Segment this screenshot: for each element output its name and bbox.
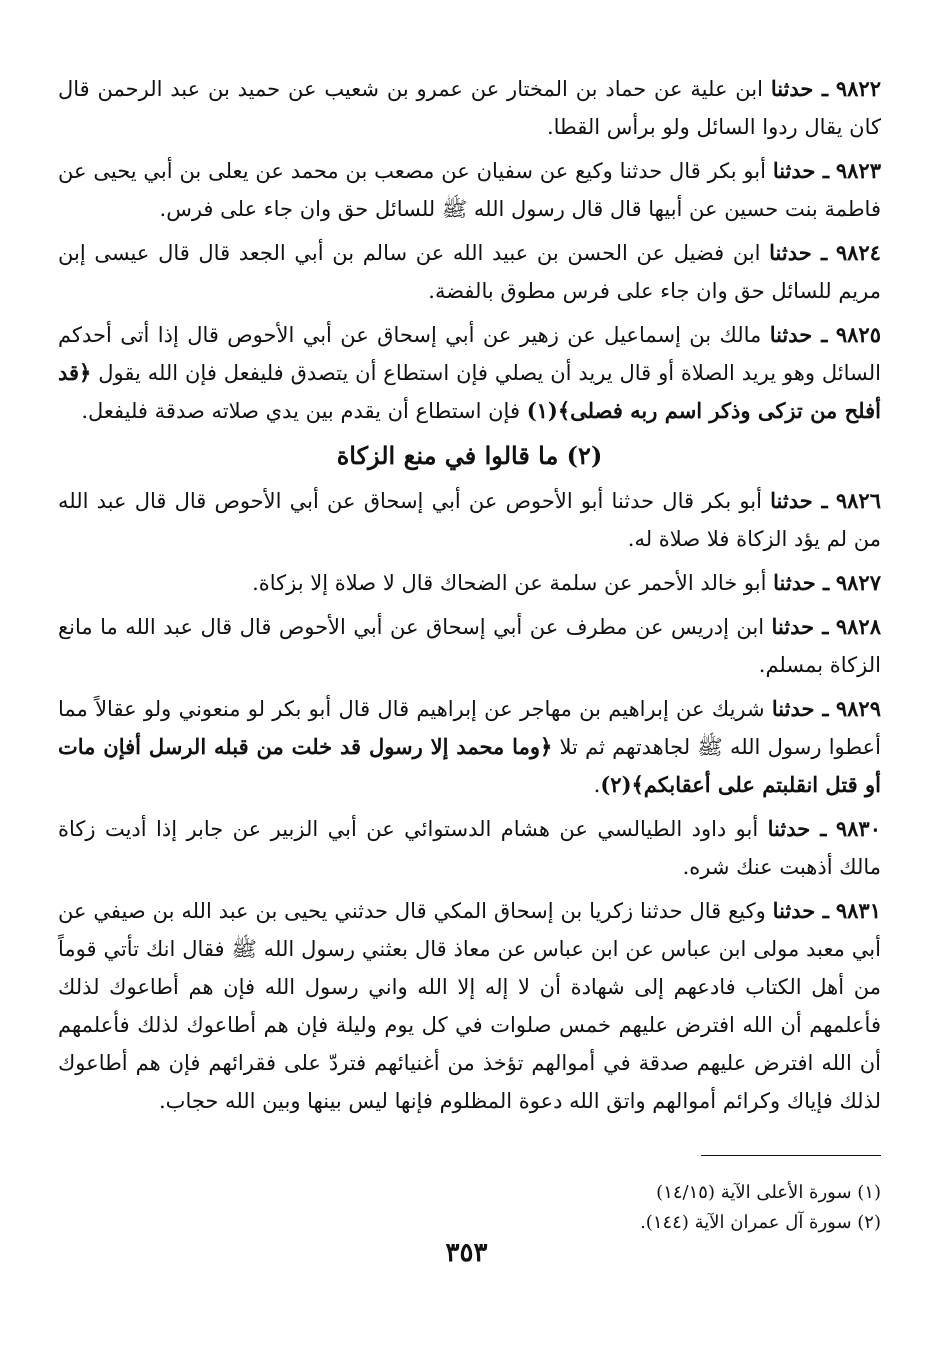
hadith-entry — [58, 892, 881, 1120]
hadith-number: ٩٨٢٨ — [835, 614, 881, 639]
hadith-lead: ـ حدثنا — [769, 322, 828, 347]
hadith-number: ٩٨٣٠ — [835, 816, 881, 841]
hadith-number: ٩٨٢٦ — [835, 488, 881, 513]
hadith-lead: ـ حدثنا — [772, 898, 829, 923]
hadith-text: ابن علية عن حماد بن المختار عن عمرو بن شعيب عن حميد بن عبد الرحمن قال كان يقال ردوا السائل ولو برأس القطا. — [58, 77, 881, 139]
footnote: (١) سورة الأعلى الآية (١٤/١٥) — [656, 1182, 881, 1203]
hadith-number: ٩٨٣١ — [835, 898, 881, 923]
quran-quote: ﴿وما محمد إلا رسول قد خلت من قبله الرسل أفإن مات أو قتل انقلبتم على أعقابكم﴾(٢) — [58, 734, 881, 797]
quran-quote: ﴿قد أفلح من تزكى وذكر اسم ربه فصلى﴾(١) — [58, 360, 881, 423]
hadith-entry — [58, 810, 881, 886]
footnote-divider — [701, 1155, 881, 1156]
hadith-text: مالك بن إسماعيل عن زهير عن أبي إسحاق عن أبي الأحوص قال إذا أتى أحدكم السائل وهو يريد الصلاة أو قال يريد أن يصلي فإن استطاع أن يتصدق فليفعل فإن الله يقول — [58, 323, 881, 385]
hadith-number: ٩٨٢٥ — [835, 322, 881, 347]
footnotes — [58, 1178, 881, 1238]
hadith-number: ٩٨٢٣ — [835, 158, 881, 183]
hadith-text: أبو داود الطيالسي عن هشام الدستوائي عن أبي الزبير عن جابر إذا أديت زكاة مالك أذهبت عنك شره. — [58, 817, 881, 879]
entries-bottom — [58, 482, 881, 1120]
section-heading: (٢) ما قالوا في منع الزكاة — [336, 441, 603, 470]
hadith-entry — [58, 482, 881, 558]
hadith-number: ٩٨٢٧ — [835, 570, 881, 595]
page-number: ٣٥٣ — [445, 1238, 488, 1268]
hadith-entry — [58, 70, 881, 146]
hadith-entry — [58, 316, 881, 430]
hadith-text: وكيع قال حدثنا زكريا بن إسحاق المكي قال حدثني يحيى بن عبد الله بن صيفي عن أبي معبد مولى ابن عباس عن ابن عباس عن معاذ قال بعثني رسول الله ﷺ فقال انك تأتي قوماً من أهل الكتاب فادعهم إلى شهادة أن لا إله إلا الله واني رسول الله فإن هم أطاعوك لذلك فأعلمهم أن الله افترض عليهم خمس صلوات في كل يوم وليلة فإن هم أطاعوك لذلك فأعلمهم أن الله افترض عليهم صدقة في أموالهم تؤخذ من أغنيائهم فتردّ على فقرائهم فإن هم أطاعوك لذلك فإياك وكرائم أموالهم واتق الله دعوة المظلوم فإنها ليس بينها وبين الله حجاب. — [58, 899, 881, 1113]
hadith-number: ٩٨٢٢ — [835, 76, 881, 101]
hadith-lead: ـ حدثنا — [773, 570, 830, 595]
hadith-lead: ـ حدثنا — [767, 816, 827, 841]
hadith-number: ٩٨٢٩ — [835, 696, 881, 721]
entries-top — [58, 70, 881, 430]
hadith-entry — [58, 564, 881, 602]
hadith-entry — [58, 234, 881, 310]
hadith-text-after: فإن استطاع أن يقدم بين يدي صلاته صدقة فليفعل. — [81, 399, 520, 423]
hadith-entry — [58, 690, 881, 804]
hadith-text: ابن فضيل عن الحسن بن عبيد الله عن سالم بن أبي الجعد قال قال عيسى إبن مريم للسائل حق وان جاء على فرس مطوق بالفضة. — [58, 241, 881, 303]
hadith-lead: ـ حدثنا — [772, 158, 830, 183]
hadith-text: أبو بكر قال حدثنا أبو الأحوص عن أبي إسحاق عن أبي الأحوص قال قال عبد الله من لم يؤد الزكاة فلا صلاة له. — [58, 489, 881, 551]
hadith-number: ٩٨٢٤ — [835, 240, 881, 265]
hadith-text: ابن إدريس عن مطرف عن أبي إسحاق عن أبي الأحوص قال قال عبد الله ما مانع الزكاة بمسلم. — [58, 615, 881, 677]
hadith-entry — [58, 608, 881, 684]
hadith-lead: ـ حدثنا — [770, 488, 828, 513]
hadith-lead: ـ حدثنا — [771, 614, 829, 639]
hadith-lead: ـ حدثنا — [770, 76, 829, 101]
hadith-lead: ـ حدثنا — [769, 240, 828, 265]
hadith-lead: ـ حدثنا — [771, 696, 829, 721]
hadith-text-after: . — [593, 773, 601, 797]
hadith-text: شريك عن إبراهيم بن مهاجر عن إبراهيم قال قال أبو بكر لو منعوني ولو عقالاً مما أعطوا رسول الله ﷺ لجاهدتهم ثم تلا — [58, 697, 881, 759]
hadith-entry — [58, 152, 881, 228]
hadith-text: أبو خالد الأحمر عن سلمة عن الضحاك قال لا صلاة إلا بزكاة. — [252, 571, 767, 595]
hadith-text: أبو بكر قال حدثنا وكيع عن سفيان عن مصعب بن محمد عن يعلى بن أبي يحيى عن فاطمة بنت حسين عن أبيها قال قال رسول الله ﷺ للسائل حق وان جاء على فرس. — [58, 159, 881, 221]
footnote: (٢) سورة آل عمران الآية (١٤٤). — [640, 1212, 881, 1233]
